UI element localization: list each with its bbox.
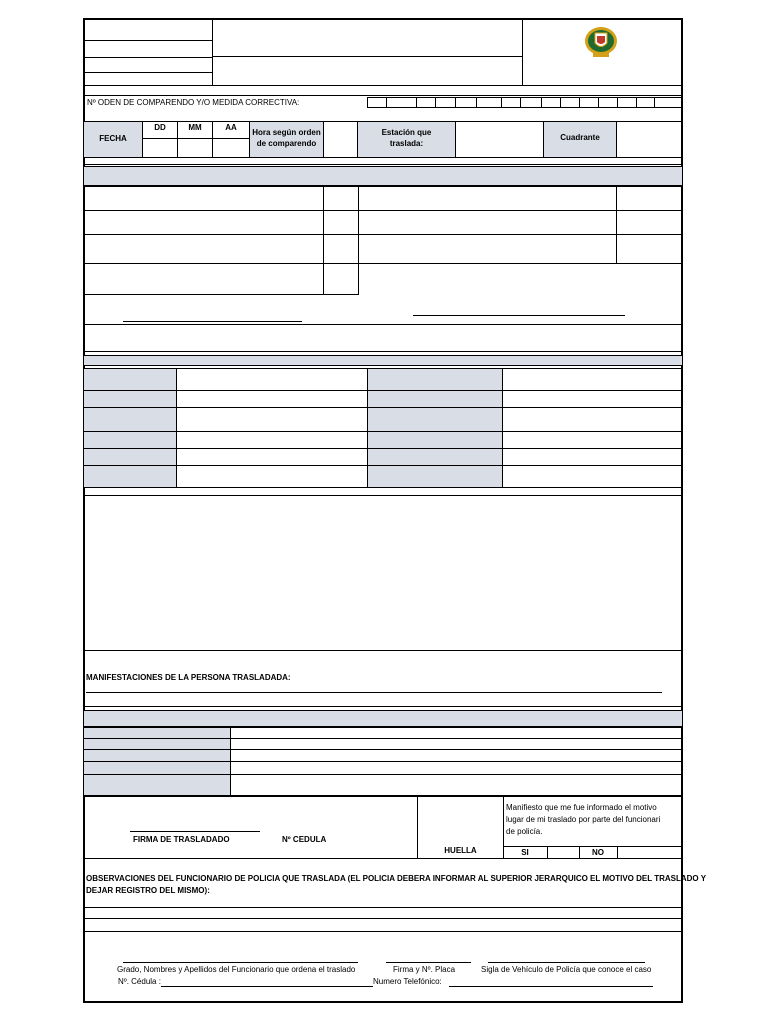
- value-cell-3b[interactable]: [502, 407, 683, 432]
- estacion-field[interactable]: [455, 121, 544, 158]
- no-label: NO: [592, 848, 604, 857]
- huella-label: HUELLA: [444, 846, 477, 855]
- aa-label: AA: [225, 123, 237, 132]
- grado-label: Grado, Nombres y Apellidos del Funcionario que ordena el traslado: [117, 965, 356, 974]
- hora-label-1: Hora según orden: [252, 128, 321, 137]
- observaciones-label-2: DEJAR REGISTRO DEL MISMO):: [86, 886, 210, 895]
- label-cell-6a: [83, 465, 177, 488]
- manifiesto-text-3: de policía.: [506, 827, 543, 836]
- field-row-2-left[interactable]: [83, 210, 324, 235]
- value-cell-2a[interactable]: [176, 390, 368, 408]
- label-cell-6b: [367, 465, 503, 488]
- label-cell-4b: [367, 431, 503, 449]
- label-cell-3a: [83, 407, 177, 432]
- manifestaciones-label: MANIFESTACIONES DE LA PERSONA TRASLADADA:: [86, 673, 291, 682]
- field-row-2-right[interactable]: [358, 210, 617, 235]
- cedula-footer-line[interactable]: [161, 986, 373, 987]
- mm-field[interactable]: [177, 138, 213, 158]
- value-cell-1a[interactable]: [176, 368, 368, 391]
- signature-line-right: [413, 315, 625, 316]
- header-title-cell: [212, 18, 523, 57]
- label-cell-4a: [83, 431, 177, 449]
- value-cell-10[interactable]: [230, 761, 683, 775]
- header-left-cell: [83, 18, 213, 86]
- cedula-label: Nº CEDULA: [282, 835, 327, 844]
- value-cell-11[interactable]: [230, 774, 683, 796]
- narrative-area[interactable]: [84, 496, 682, 650]
- estacion-label-1: Estación que: [381, 128, 432, 137]
- field-row-3-end[interactable]: [616, 234, 683, 264]
- observaciones-label-1: OBSERVACIONES DEL FUNCIONARIO DE POLICIA QUE TRASLADA (EL POLICIA DEBERA INFORMAR AL SUPERIOR JERARQUICO EL MOTIVO DEL TRASLADO Y: [86, 874, 707, 883]
- dd-field[interactable]: [142, 138, 178, 158]
- manifiesto-text-1: Manifiesto que me fue informado el motivo: [506, 803, 657, 812]
- field-row-3-left[interactable]: [83, 234, 324, 264]
- signature-line-left: [123, 321, 302, 322]
- observaciones-field[interactable]: [84, 908, 682, 931]
- field-row-1-end[interactable]: [616, 186, 683, 211]
- section-3-header-bar: [83, 355, 683, 366]
- hora-label-2: de comparendo: [256, 139, 317, 148]
- dd-label: DD: [154, 123, 166, 132]
- value-cell-4b[interactable]: [502, 431, 683, 449]
- field-row-4-left[interactable]: [83, 263, 324, 295]
- value-cell-5a[interactable]: [176, 448, 368, 466]
- police-shield-icon: [582, 24, 620, 60]
- signature-cell[interactable]: [83, 796, 418, 859]
- value-cell-4a[interactable]: [176, 431, 368, 449]
- field-row-2-end[interactable]: [616, 210, 683, 235]
- estacion-label-2: traslada:: [389, 139, 424, 148]
- hora-field[interactable]: [323, 121, 358, 158]
- order-number-label: Nº ODEN DE COMPARENDO Y/O MEDIDA CORRECTIVA:: [87, 98, 300, 107]
- manifiesto-text-2: lugar de mi traslado por parte del funcionari: [506, 815, 661, 824]
- field-row-4-mid[interactable]: [323, 263, 359, 295]
- manifestaciones-line[interactable]: [86, 692, 662, 693]
- aa-field[interactable]: [212, 138, 250, 158]
- firma-placa-label: Firma y Nº. Placa: [393, 965, 456, 974]
- label-cell-3b: [367, 407, 503, 432]
- firma-trasladado-label: FIRMA DE TRASLADADO: [133, 835, 230, 844]
- label-cell-1a: [83, 368, 177, 391]
- si-label: SI: [521, 848, 529, 857]
- label-cell-2a: [83, 390, 177, 408]
- label-cell-5a: [83, 448, 177, 466]
- value-cell-3a[interactable]: [176, 407, 368, 432]
- mm-label: MM: [188, 123, 202, 132]
- field-row-3-right[interactable]: [358, 234, 617, 264]
- field-row-1-mid[interactable]: [323, 186, 359, 211]
- telefono-label: Numero Telefónico:: [373, 977, 442, 986]
- value-cell-6a[interactable]: [176, 465, 368, 488]
- field-row-2-mid[interactable]: [323, 210, 359, 235]
- value-cell-5b[interactable]: [502, 448, 683, 466]
- label-cell-5b: [367, 448, 503, 466]
- field-row-3-mid[interactable]: [323, 234, 359, 264]
- label-cell-1b: [367, 368, 503, 391]
- fecha-label: FECHA: [99, 134, 127, 143]
- cuadrante-label: Cuadrante: [560, 133, 600, 142]
- label-cell-10: [83, 761, 231, 775]
- cedula-footer-label: Nº. Cédula :: [118, 977, 161, 986]
- label-cell-11: [83, 774, 231, 796]
- section-header-bar: [83, 166, 683, 186]
- telefono-line[interactable]: [449, 986, 653, 987]
- value-cell-6b[interactable]: [502, 465, 683, 488]
- cuadrante-field[interactable]: [616, 121, 683, 158]
- header-subtitle-cell: [212, 56, 523, 86]
- sigla-label: Sigla de Vehículo de Policía que conoce el caso: [481, 965, 652, 974]
- field-row-1-left[interactable]: [83, 186, 324, 211]
- value-cell-2b[interactable]: [502, 390, 683, 408]
- field-row-1-right[interactable]: [358, 186, 617, 211]
- value-cell-1b[interactable]: [502, 368, 683, 391]
- label-cell-2b: [367, 390, 503, 408]
- section-4-header-bar: [83, 710, 683, 727]
